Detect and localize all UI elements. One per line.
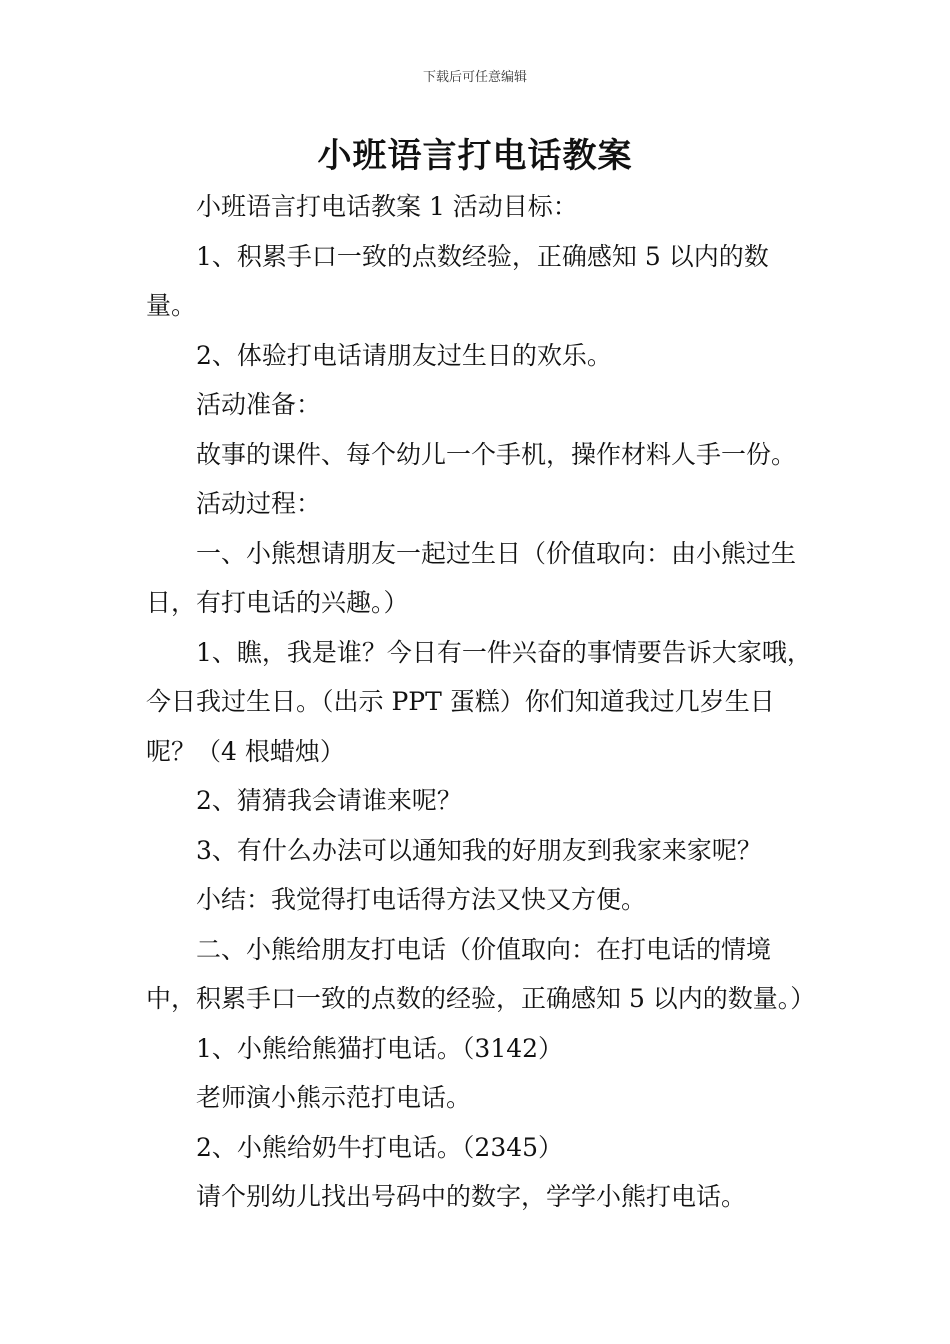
document-body — [146, 182, 816, 1222]
paragraph: 一、小熊想请朋友一起过生日（价值取向：由小熊过生日，有打电话的兴趣。） — [146, 538, 797, 617]
paragraph: 老师演小熊示范打电话。 — [196, 1083, 472, 1112]
paragraph: 2、小熊给奶牛打电话。（2345） — [196, 1132, 564, 1162]
paragraph: 二、小熊给朋友打电话（价值取向：在打电话的情境中，积累手口一致的点数的经验，正确感知 5 以内的数量。） — [146, 934, 816, 1013]
page-header: 下载后可任意编辑 — [422, 70, 527, 85]
paragraph: 活动过程： — [196, 489, 322, 518]
document-title: 小班语言打电话教案 — [317, 136, 633, 176]
paragraph: 2、体验打电话请朋友过生日的欢乐。 — [196, 340, 612, 370]
paragraph: 2、猜猜我会请谁来呢？ — [196, 786, 462, 815]
paragraph: 请个别幼儿找出号码中的数字，学学小熊打电话。 — [196, 1182, 747, 1211]
paragraph: 1、积累手口一致的点数经验，正确感知 5 以内的数量。 — [146, 241, 769, 320]
paragraph: 1、瞧，我是谁？今日有一件兴奋的事情要告诉大家哦，今日我过生日。（出示 PPT 蛋糕）你们知道我过几岁生日呢？（4 根蜡烛） — [146, 637, 812, 766]
paragraph: 小班语言打电话教案 1 活动目标： — [196, 192, 578, 221]
paragraph: 活动准备： — [196, 390, 322, 419]
paragraph: 小结：我觉得打电话得方法又快又方便。 — [196, 885, 647, 914]
paragraph: 3、有什么办法可以通知我的好朋友到我家来家呢？ — [196, 835, 762, 865]
paragraph: 1、小熊给熊猫打电话。（3142） — [196, 1033, 564, 1063]
paragraph: 故事的课件、每个幼儿一个手机，操作材料人手一份。 — [196, 439, 797, 469]
